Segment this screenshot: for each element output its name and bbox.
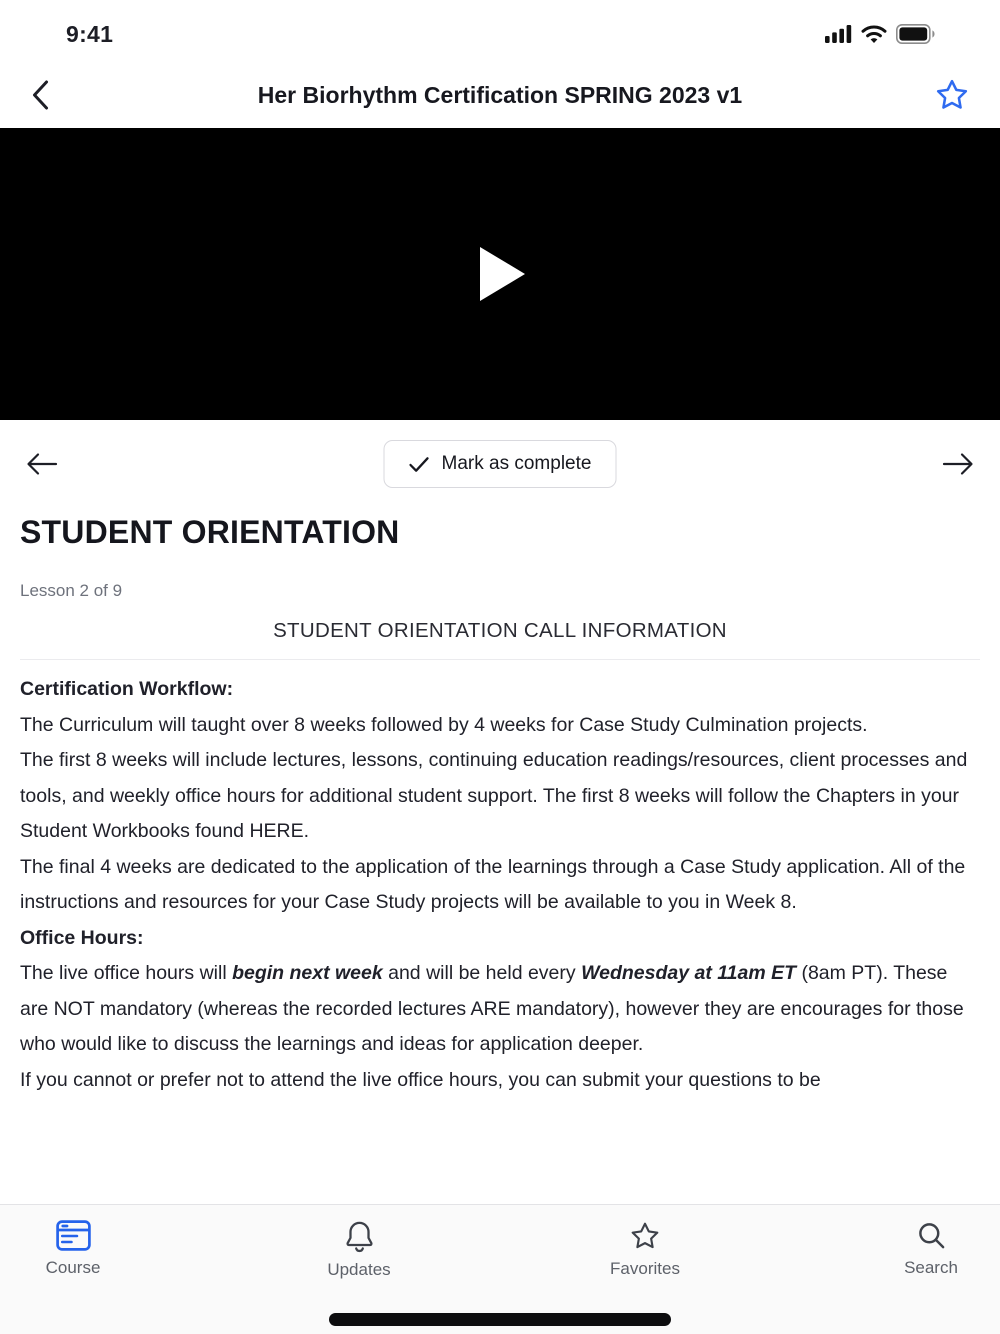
text-segment: begin next week [232, 962, 383, 984]
battery-icon [896, 24, 936, 44]
tab-search-label: Search [904, 1258, 958, 1277]
star-icon [934, 77, 970, 113]
body-paragraph [20, 743, 980, 850]
arrow-left-icon [26, 451, 58, 477]
status-bar [0, 0, 1000, 62]
text-segment: Wednesday at 11am ET [581, 962, 797, 984]
text-segment: The Curriculum will taught over 8 weeks followed by 4 weeks for Case Study Culmination projects. [20, 713, 868, 736]
text-segment: Office Hours: [20, 926, 144, 949]
status-time: 9:41 [66, 20, 114, 47]
lesson-subheading: STUDENT ORIENTATION CALL INFORMATION [273, 619, 727, 642]
home-indicator[interactable] [329, 1313, 671, 1326]
mark-as-complete-button[interactable] [384, 440, 617, 488]
page-title: Her Biorhythm Certification SPRING 2023 v1 [257, 81, 743, 108]
tab-search[interactable] [896, 1220, 966, 1334]
tab-course-label: Course [45, 1258, 101, 1277]
search-icon [916, 1220, 947, 1251]
body-paragraph [20, 1063, 980, 1099]
text-segment: The live office hours will [20, 962, 233, 984]
body-paragraph [20, 672, 980, 708]
text-segment: (8am PT). These are NOT mandatory (whereas the recorded lectures ARE mandatory), however they are encourages for those who would like to discuss the learnings and ideas for application deeper. [20, 962, 964, 1055]
course-window-icon [56, 1220, 91, 1251]
lesson-nav [0, 420, 1000, 508]
nav-bar [0, 62, 1000, 128]
tab-favorites-label: Favorites [610, 1259, 680, 1278]
body-paragraph [20, 921, 980, 957]
body-paragraph [20, 850, 980, 921]
play-button[interactable] [477, 245, 527, 303]
status-icons [825, 24, 936, 44]
text-segment: The final 4 weeks are dedicated to the application of the learnings through a Case Study application. All of the instructions and resources for your Case Study projects will be available to you in Week 8. [20, 855, 966, 913]
wifi-icon [861, 25, 887, 44]
chevron-left-icon [30, 78, 50, 112]
play-icon [477, 245, 527, 303]
previous-lesson-button[interactable] [20, 445, 64, 483]
body-paragraph [20, 956, 980, 1063]
checkmark-icon [409, 456, 430, 473]
bell-icon [344, 1220, 375, 1253]
mark-as-complete-label: Mark as complete [441, 453, 592, 474]
body-paragraph [20, 708, 980, 744]
favorite-button[interactable] [930, 73, 974, 117]
text-segment: If you cannot or prefer not to attend the live office hours, you can submit your questions to be [20, 1068, 821, 1091]
text-segment: and will be held every [382, 962, 582, 984]
back-button[interactable] [26, 74, 54, 116]
lesson-content [0, 514, 1000, 1098]
next-lesson-button[interactable] [936, 445, 980, 483]
lesson-progress: Lesson 2 of 9 [20, 581, 123, 600]
cellular-signal-icon [825, 25, 852, 43]
star-icon [629, 1220, 661, 1252]
text-segment: Certification Workflow: [20, 678, 234, 700]
lesson-title: STUDENT ORIENTATION [20, 514, 400, 550]
tab-updates-label: Updates [327, 1260, 391, 1279]
video-player[interactable] [0, 128, 1000, 420]
text-segment: The first 8 weeks will include lectures, lessons, continuing education readings/resources, client processes and tools, and weekly office hours for additional student support. The first 8 weeks will follow the Chapters in your Student Workbooks found HERE. [20, 749, 968, 842]
divider [20, 659, 980, 660]
arrow-right-icon [942, 451, 974, 477]
lesson-body [20, 672, 980, 1098]
tab-course[interactable] [38, 1220, 108, 1334]
